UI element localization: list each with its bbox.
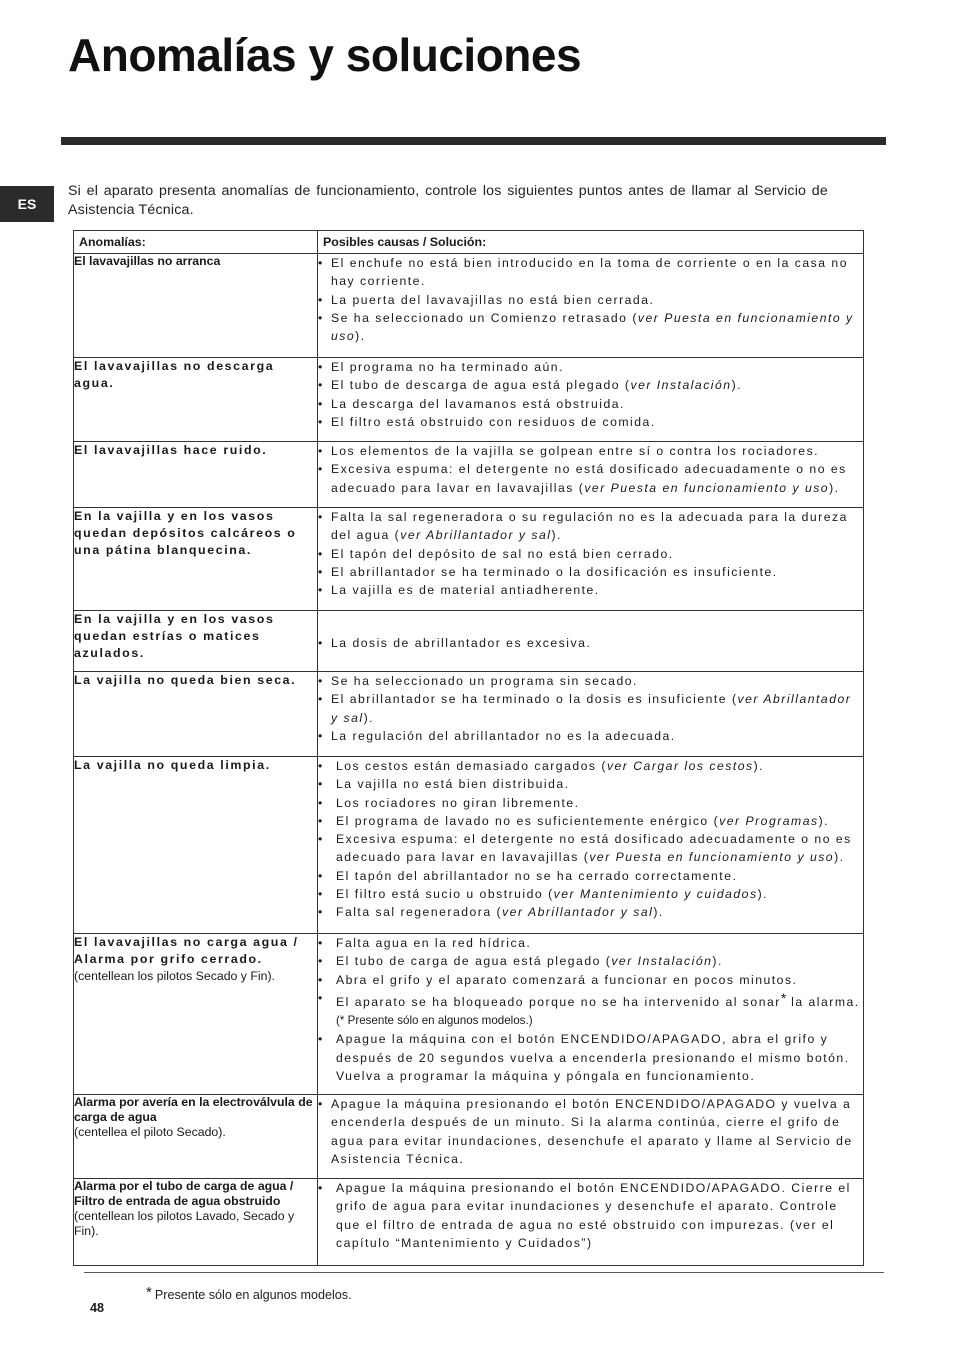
anomaly-cell (74, 672, 318, 757)
anomaly-cell (74, 1095, 318, 1179)
table-row (74, 358, 864, 442)
solution-item: • La dosis de abrillantador es excesiva. (318, 634, 863, 652)
table-row (74, 442, 864, 508)
anomaly-note: (centellean los pilotos Secado y Fin). (74, 969, 275, 983)
header-solutions: Posibles causas / Solución: (318, 231, 864, 254)
reference-link-text: ver Cargar los cestos (606, 759, 754, 773)
anomaly-note: (centellean los pilotos Lavado, Secado y Fin). (74, 1209, 295, 1238)
table-row (74, 254, 864, 358)
inline-note: (* Presente sólo en algunos modelos.) (336, 1014, 533, 1028)
solution-item: • Abra el grifo y el aparato comenzará a funcionar en pocos minutos. (318, 971, 863, 989)
solution-item: • Falta la sal regeneradora o su regulación no es la adecuada para la dureza del agua (ver Abrillantador y sal). (318, 508, 863, 545)
solution-cell (318, 934, 864, 1095)
solution-item: • El enchufe no está bien introducido en la toma de corriente o en la casa no hay corriente. (318, 254, 863, 291)
solution-item: • La puerta del lavavajillas no está bien cerrada. (318, 291, 863, 309)
solution-item: • Apague la máquina con el botón ENCENDIDO/APAGADO, abra el grifo y después de 20 segundos vuelva a encenderla presionando el mismo botón. Vuelva a programar la máquina y póngala en funcionamiento. (318, 1030, 863, 1085)
table-row (74, 611, 864, 672)
page-title: Anomalías y soluciones (68, 29, 582, 81)
header-anomalies: Anomalías: (74, 231, 318, 254)
reference-link-text: ver Puesta en funcionamiento y uso (589, 850, 835, 865)
solution-item: • Falta agua en la red hídrica. (318, 934, 863, 952)
anomaly-text: En la vajilla y en los vasos quedan depósitos calcáreos o una pátina blanquecina. (74, 509, 297, 557)
solution-item: • Los cestos están demasiado cargados (ver Cargar los cestos). (318, 757, 863, 775)
reference-link-text: ver Programas (719, 813, 819, 828)
solution-item: • La regulación del abrillantador no es la adecuada. (318, 727, 863, 745)
solution-item: • El aparato se ha bloqueado porque no se ha intervenido al sonar* la alarma. (* Presente sólo en algunos modelos.) (318, 989, 863, 1031)
solution-cell (318, 672, 864, 757)
anomaly-note: (centellea el piloto Secado). (74, 1125, 226, 1139)
solution-item: • El programa de lavado no es suficientemente enérgico (ver Programas). (318, 812, 863, 830)
solution-item: • La vajilla no está bien distribuida. (318, 775, 863, 793)
solution-item: • El programa no ha terminado aún. (318, 358, 863, 376)
solution-cell (318, 1179, 864, 1266)
anomaly-text: El lavavajillas no arranca (74, 254, 221, 268)
anomaly-cell (74, 611, 318, 672)
solution-item: • El tapón del abrillantador no se ha cerrado correctamente. (318, 867, 863, 885)
title-divider (61, 137, 886, 145)
footnote-text: Presente sólo en algunos modelos. (154, 1288, 352, 1302)
solution-cell (318, 757, 864, 934)
solution-item: • Los rociadores no giran libremente. (318, 794, 863, 812)
solution-item: • El tubo de descarga de agua está plegado (ver Instalación). (318, 376, 863, 394)
solution-item: • Excesiva espuma: el detergente no está dosificado adecuadamente o no es adecuado para lavar en lavavajillas (ver Puesta en funcionamiento y uso). (318, 460, 863, 497)
asterisk-mark: * (780, 989, 787, 1006)
reference-link-text: ver Mantenimiento y cuidados (553, 887, 758, 902)
table-header-row (74, 231, 864, 254)
anomaly-text: En la vajilla y en los vasos quedan estrías o matices azulados. (74, 612, 275, 660)
anomaly-text: Alarma por el tubo de carga de agua / Filtro de entrada de agua obstruido (74, 1179, 294, 1208)
table-row (74, 934, 864, 1095)
reference-link-text: ver Abrillantador y sal (502, 905, 654, 920)
anomaly-text: La vajilla no queda bien seca. (74, 673, 297, 687)
anomaly-text: Alarma por avería en la electroválvula de carga de agua (74, 1095, 313, 1124)
solution-item: • El filtro está obstruido con residuos de comida. (318, 413, 863, 431)
anomaly-cell (74, 254, 318, 358)
solution-item: • El filtro está sucio u obstruido (ver Mantenimiento y cuidados). (318, 885, 863, 903)
footnote-asterisk: * (146, 1284, 152, 1301)
troubleshooting-table (73, 230, 864, 1266)
reference-link-text: ver Puesta en funcionamiento y uso (331, 310, 854, 344)
solution-item: • La descarga del lavamanos está obstruida. (318, 395, 863, 413)
anomaly-text: El lavavajillas no carga agua / Alarma por grifo cerrado. (74, 935, 299, 966)
table-row (74, 757, 864, 934)
table-row (74, 508, 864, 611)
language-tab: ES (0, 186, 54, 222)
anomaly-cell (74, 358, 318, 442)
solution-item: • Se ha seleccionado un Comienzo retrasado (ver Puesta en funcionamiento y uso). (318, 309, 863, 346)
reference-link-text: ver Instalación (611, 954, 713, 969)
footnote (146, 1284, 352, 1302)
reference-link-text: ver Abrillantador y sal (331, 692, 852, 725)
solution-item: • Excesiva espuma: el detergente no está dosificado adecuadamente o no es adecuado para lavar en lavavajillas (ver Puesta en funcionamiento y uso). (318, 830, 863, 867)
solution-cell (318, 442, 864, 508)
solution-item: • Apague la máquina presionando el botón ENCENDIDO/APAGADO. Cierre el grifo de agua para evitar inundaciones y desenchufe el aparato. Controle que el filtro de entrada de agua no esté obstruido con impurezas. (ver el capítulo “Mantenimiento y Cuidados”) (318, 1179, 863, 1252)
footer-divider (84, 1272, 884, 1273)
solution-cell (318, 1095, 864, 1179)
solution-item: • Falta sal regeneradora (ver Abrillantador y sal). (318, 903, 863, 921)
solution-item: • Se ha seleccionado un programa sin secado. (318, 672, 863, 690)
solution-cell (318, 508, 864, 611)
anomaly-cell (74, 508, 318, 611)
solution-cell (318, 254, 864, 358)
reference-link-text: ver Abrillantador y sal (400, 528, 552, 543)
anomaly-cell (74, 934, 318, 1095)
anomaly-text: La vajilla no queda limpia. (74, 758, 271, 772)
anomaly-cell (74, 757, 318, 934)
anomaly-text: El lavavajillas hace ruido. (74, 443, 268, 457)
reference-link-text: ver Puesta en funcionamiento y uso (584, 480, 830, 495)
solution-item: • Los elementos de la vajilla se golpean entre sí o contra los rociadores. (318, 442, 863, 460)
solution-item: • El tapón del depósito de sal no está bien cerrado. (318, 545, 863, 563)
page-number: 48 (90, 1301, 105, 1315)
solution-item: • El tubo de carga de agua está plegado (ver Instalación). (318, 952, 863, 970)
solution-item: • El abrillantador se ha terminado o la dosis es insuficiente (ver Abrillantador y sal). (318, 690, 863, 727)
table-row (74, 672, 864, 757)
anomaly-cell (74, 442, 318, 508)
solution-item: • Apague la máquina presionando el botón ENCENDIDO/APAGADO y vuelva a encenderla después de un minuto. Si la alarma continúa, cierre el grifo de agua para evitar inundaciones, desenchufe el aparato y llame al Servicio de Asistencia Técnica. (318, 1095, 863, 1168)
reference-link-text: ver Instalación (630, 378, 732, 393)
solution-item: • El abrillantador se ha terminado o la dosificación es insuficiente. (318, 563, 863, 581)
anomaly-cell (74, 1179, 318, 1266)
table-row (74, 1179, 864, 1266)
solution-cell (318, 611, 864, 672)
solution-item: • La vajilla es de material antiadherente. (318, 581, 863, 599)
anomaly-text: El lavavajillas no descarga agua. (74, 359, 275, 390)
table-row (74, 1095, 864, 1179)
intro-text: Si el aparato presenta anomalías de funcionamiento, controle los siguientes puntos antes de llamar al Servicio de Asistencia Técnica. (68, 183, 828, 218)
solution-cell (318, 358, 864, 442)
